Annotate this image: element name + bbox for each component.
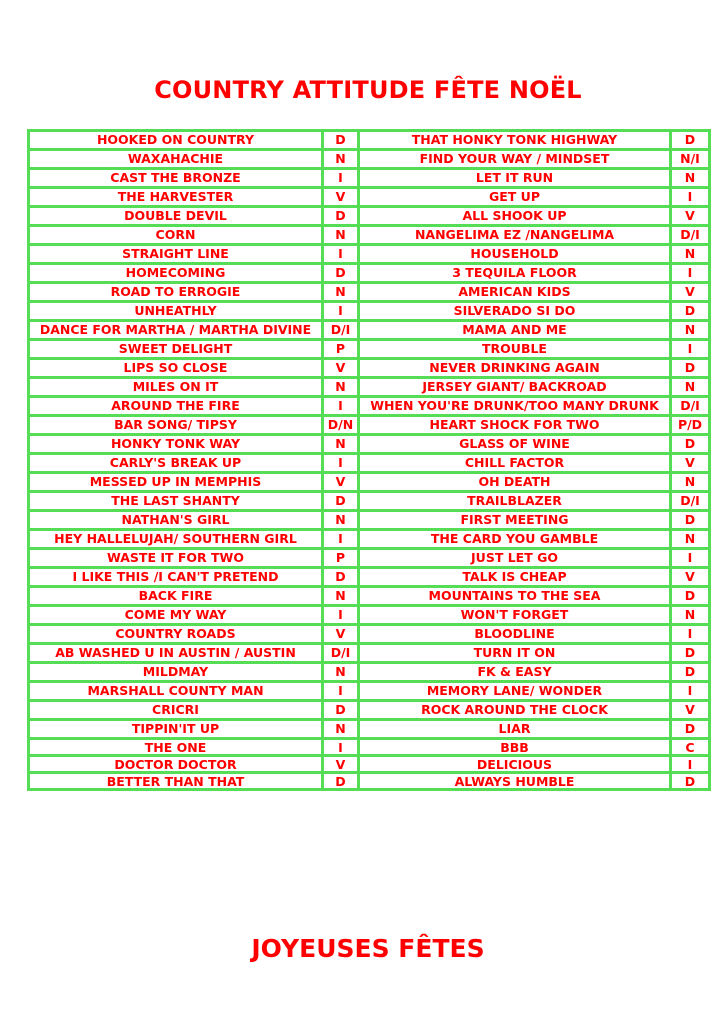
table-row [29,321,710,340]
right-song-cell: THE CARD YOU GAMBLE [359,530,671,549]
right-level-cell: N/I [671,150,710,169]
right-song-cell: 3 TEQUILA FLOOR [359,264,671,283]
right-level-cell: D [671,435,710,454]
right-level-cell: D/I [671,226,710,245]
table-row [29,511,710,530]
table-row [29,150,710,169]
right-level-cell: N [671,530,710,549]
table-row [29,549,710,568]
right-level-cell: N [671,321,710,340]
right-song-cell: FIND YOUR WAY / MINDSET [359,150,671,169]
left-level-cell: D [323,568,359,587]
right-song-cell: TALK IS CHEAP [359,568,671,587]
table-row [29,188,710,207]
right-level-cell: N [671,473,710,492]
left-song-cell: COUNTRY ROADS [29,625,323,644]
left-song-cell: UNHEATHLY [29,302,323,321]
right-song-cell: JUST LET GO [359,549,671,568]
left-song-cell: SWEET DELIGHT [29,340,323,359]
left-song-cell: AROUND THE FIRE [29,397,323,416]
left-song-cell: CRICRI [29,701,323,720]
right-song-cell: WHEN YOU'RE DRUNK/TOO MANY DRUNK [359,397,671,416]
right-song-cell: ROCK AROUND THE CLOCK [359,701,671,720]
table-row [29,245,710,264]
right-level-cell: C [671,739,710,756]
right-level-cell: V [671,568,710,587]
left-level-cell: I [323,245,359,264]
left-song-cell: HEY HALLELUJAH/ SOUTHERN GIRL [29,530,323,549]
right-level-cell: N [671,378,710,397]
left-song-cell: HONKY TONK WAY [29,435,323,454]
right-song-cell: GLASS OF WINE [359,435,671,454]
left-level-cell: I [323,682,359,701]
right-song-cell: CHILL FACTOR [359,454,671,473]
table-row [29,226,710,245]
table-row [29,756,710,773]
table-row [29,207,710,226]
table-row [29,131,710,150]
left-level-cell: D [323,131,359,150]
left-song-cell: THE ONE [29,739,323,756]
table-row [29,283,710,302]
left-level-cell: N [323,435,359,454]
right-song-cell: LIAR [359,720,671,739]
right-song-cell: NANGELIMA EZ /NANGELIMA [359,226,671,245]
right-song-cell: ALWAYS HUMBLE [359,773,671,790]
right-level-cell: D [671,359,710,378]
left-level-cell: P [323,340,359,359]
right-level-cell: I [671,756,710,773]
right-level-cell: D [671,720,710,739]
right-song-cell: BBB [359,739,671,756]
right-level-cell: D [671,511,710,530]
table-row [29,264,710,283]
left-level-cell: I [323,739,359,756]
left-song-cell: MILES ON IT [29,378,323,397]
right-song-cell: HEART SHOCK FOR TWO [359,416,671,435]
left-level-cell: D [323,701,359,720]
table-row [29,625,710,644]
right-song-cell: TROUBLE [359,340,671,359]
right-level-cell: V [671,207,710,226]
left-level-cell: N [323,587,359,606]
right-level-cell: I [671,682,710,701]
left-level-cell: D [323,264,359,283]
right-level-cell: I [671,264,710,283]
right-level-cell: D [671,663,710,682]
left-song-cell: CARLY'S BREAK UP [29,454,323,473]
table-row [29,416,710,435]
right-level-cell: D/I [671,492,710,511]
right-song-cell: BLOODLINE [359,625,671,644]
left-song-cell: HOMECOMING [29,264,323,283]
right-level-cell: V [671,283,710,302]
left-level-cell: V [323,473,359,492]
left-level-cell: D [323,773,359,790]
left-song-cell: DOCTOR DOCTOR [29,756,323,773]
left-level-cell: P [323,549,359,568]
table-row [29,169,710,188]
left-song-cell: TIPPIN'IT UP [29,720,323,739]
right-song-cell: LET IT RUN [359,169,671,188]
table-row [29,302,710,321]
song-table-body [29,131,710,790]
left-level-cell: I [323,454,359,473]
table-row [29,397,710,416]
right-song-cell: GET UP [359,188,671,207]
table-row [29,644,710,663]
left-level-cell: N [323,663,359,682]
table-row [29,663,710,682]
left-song-cell: DANCE FOR MARTHA / MARTHA DIVINE [29,321,323,340]
right-song-cell: DELICIOUS [359,756,671,773]
right-level-cell: N [671,169,710,188]
left-song-cell: HOOKED ON COUNTRY [29,131,323,150]
left-level-cell: I [323,302,359,321]
right-level-cell: I [671,340,710,359]
table-row [29,473,710,492]
left-song-cell: BETTER THAN THAT [29,773,323,790]
table-row [29,682,710,701]
left-song-cell: I LIKE THIS /I CAN'T PRETEND [29,568,323,587]
song-table [27,129,711,791]
left-level-cell: N [323,226,359,245]
left-level-cell: I [323,169,359,188]
right-song-cell: MOUNTAINS TO THE SEA [359,587,671,606]
right-song-cell: MEMORY LANE/ WONDER [359,682,671,701]
table-row [29,492,710,511]
right-song-cell: HOUSEHOLD [359,245,671,264]
right-level-cell: D [671,587,710,606]
right-level-cell: N [671,245,710,264]
left-level-cell: D/I [323,321,359,340]
right-level-cell: I [671,625,710,644]
right-song-cell: OH DEATH [359,473,671,492]
right-level-cell: N [671,606,710,625]
footer-greeting: JOYEUSES FÊTES [251,934,485,963]
left-song-cell: LIPS SO CLOSE [29,359,323,378]
left-level-cell: D [323,492,359,511]
left-level-cell: I [323,530,359,549]
right-song-cell: TRAILBLAZER [359,492,671,511]
right-song-cell: AMERICAN KIDS [359,283,671,302]
left-level-cell: N [323,378,359,397]
table-row [29,606,710,625]
left-song-cell: WAXAHACHIE [29,150,323,169]
table-row [29,359,710,378]
left-level-cell: D [323,207,359,226]
right-song-cell: ALL SHOOK UP [359,207,671,226]
right-song-cell: FK & EASY [359,663,671,682]
right-level-cell: D [671,644,710,663]
left-level-cell: N [323,150,359,169]
table-row [29,378,710,397]
right-song-cell: SILVERADO SI DO [359,302,671,321]
right-song-cell: FIRST MEETING [359,511,671,530]
table-row [29,530,710,549]
left-song-cell: WASTE IT FOR TWO [29,549,323,568]
right-level-cell: D/I [671,397,710,416]
right-song-cell: THAT HONKY TONK HIGHWAY [359,131,671,150]
left-level-cell: N [323,283,359,302]
right-level-cell: I [671,188,710,207]
right-song-cell: MAMA AND ME [359,321,671,340]
left-level-cell: V [323,625,359,644]
left-song-cell: COME MY WAY [29,606,323,625]
left-level-cell: V [323,756,359,773]
left-song-cell: DOUBLE DEVIL [29,207,323,226]
left-level-cell: V [323,359,359,378]
left-song-cell: ROAD TO ERROGIE [29,283,323,302]
right-song-cell: WON'T FORGET [359,606,671,625]
right-level-cell: D [671,131,710,150]
left-level-cell: I [323,397,359,416]
right-song-cell: JERSEY GIANT/ BACKROAD [359,378,671,397]
left-level-cell: N [323,720,359,739]
table-row [29,340,710,359]
page-title: COUNTRY ATTITUDE FÊTE NOËL [154,76,582,104]
right-song-cell: NEVER DRINKING AGAIN [359,359,671,378]
left-level-cell: D/N [323,416,359,435]
left-song-cell: BACK FIRE [29,587,323,606]
right-level-cell: I [671,549,710,568]
table-row [29,568,710,587]
left-song-cell: MILDMAY [29,663,323,682]
left-song-cell: BAR SONG/ TIPSY [29,416,323,435]
left-song-cell: CAST THE BRONZE [29,169,323,188]
table-row [29,739,710,756]
left-level-cell: V [323,188,359,207]
left-song-cell: STRAIGHT LINE [29,245,323,264]
table-row [29,587,710,606]
left-song-cell: MESSED UP IN MEMPHIS [29,473,323,492]
left-level-cell: I [323,606,359,625]
left-song-cell: CORN [29,226,323,245]
table-row [29,773,710,790]
right-level-cell: P/D [671,416,710,435]
left-song-cell: THE HARVESTER [29,188,323,207]
left-level-cell: N [323,511,359,530]
table-row [29,720,710,739]
right-level-cell: V [671,454,710,473]
right-level-cell: V [671,701,710,720]
left-level-cell: D/I [323,644,359,663]
right-song-cell: TURN IT ON [359,644,671,663]
table-row [29,454,710,473]
left-song-cell: NATHAN'S GIRL [29,511,323,530]
right-level-cell: D [671,773,710,790]
left-song-cell: THE LAST SHANTY [29,492,323,511]
table-row [29,701,710,720]
right-level-cell: D [671,302,710,321]
table-row [29,435,710,454]
left-song-cell: MARSHALL COUNTY MAN [29,682,323,701]
left-song-cell: AB WASHED U IN AUSTIN / AUSTIN [29,644,323,663]
